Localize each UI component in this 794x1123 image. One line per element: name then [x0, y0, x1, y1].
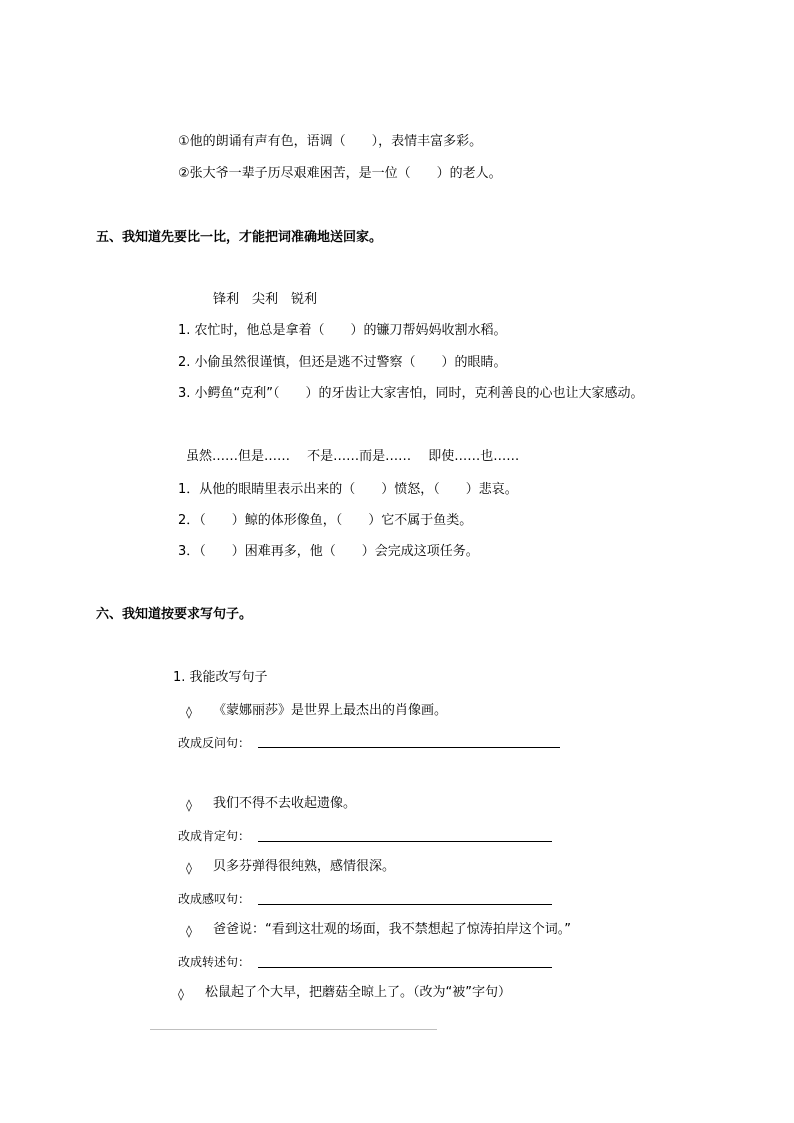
answer-line-4[interactable] — [258, 967, 552, 968]
question-1: 1. 农忙时，他总是拿着（ ）的镰刀帮妈妈收割水稻。 — [178, 323, 507, 338]
answer-line-3[interactable] — [258, 904, 552, 905]
sentence-2: ②张大爷一辈子历尽艰难困苦，是一位（ ）的老人。 — [178, 166, 502, 181]
section-5-heading: 五、我知道先要比一比，才能把词准确地送回家。 — [96, 230, 383, 245]
conjunction-question-3: 3．（ ）困难再多，他（ ）会完成这项任务。 — [178, 544, 479, 559]
rewrite-sentence-2: 我们不得不去收起遗像。 — [213, 796, 357, 811]
question-3: 3. 小鳄鱼“克利”（ ）的牙齿让大家害怕，同时，克利善良的心也让大家感动。 — [178, 386, 644, 401]
bullet-icon: ◊ — [178, 987, 184, 1001]
prompt-affirmative: 改成肯定句： — [178, 829, 251, 843]
prompt-indirect-speech: 改成转述句： — [178, 955, 251, 969]
rewrite-sentence-5: 松鼠起了个大早，把蘑菇全晾上了。（改为“被”字句） — [205, 985, 511, 1000]
bullet-icon: ◊ — [186, 705, 192, 719]
answer-line-2[interactable] — [258, 841, 552, 842]
rewrite-sentence-3: 贝多芬弹得很纯熟，感情很深。 — [213, 859, 396, 874]
bullet-icon: ◊ — [186, 798, 192, 812]
footer-rule — [150, 1029, 437, 1030]
conjunction-question-2: 2．（ ）鲸的体形像鱼，（ ）它不属于鱼类。 — [178, 513, 473, 528]
prompt-rhetorical: 改成反问句： — [178, 736, 251, 750]
subsection-rewrite: 1. 我能改写句子 — [173, 670, 268, 685]
answer-line-1[interactable] — [258, 747, 560, 748]
rewrite-sentence-4: 爸爸说：“看到这壮观的场面，我不禁想起了惊涛拍岸这个词。” — [213, 922, 571, 937]
sentence-1: ①他的朗诵有声有色，语调（ ），表情丰富多彩。 — [178, 134, 483, 149]
rewrite-sentence-1: 《蒙娜丽莎》是世界上最杰出的肖像画。 — [213, 703, 448, 718]
conjunction-question-1: 1．从他的眼睛里表示出来的（ ）愤怒，（ ）悲哀。 — [178, 482, 518, 497]
word-choices: 锋利 尖利 锐利 — [213, 292, 318, 307]
section-6-heading: 六、我知道按要求写句子。 — [96, 607, 253, 622]
conjunction-choices: 虽然……但是…… 不是……而是…… 即使……也…… — [186, 449, 520, 464]
question-2: 2. 小偷虽然很谨慎，但还是逃不过警察（ ）的眼睛。 — [178, 355, 507, 370]
prompt-exclamatory: 改成感叹句： — [178, 892, 251, 906]
bullet-icon: ◊ — [186, 924, 192, 938]
bullet-icon: ◊ — [186, 861, 192, 875]
